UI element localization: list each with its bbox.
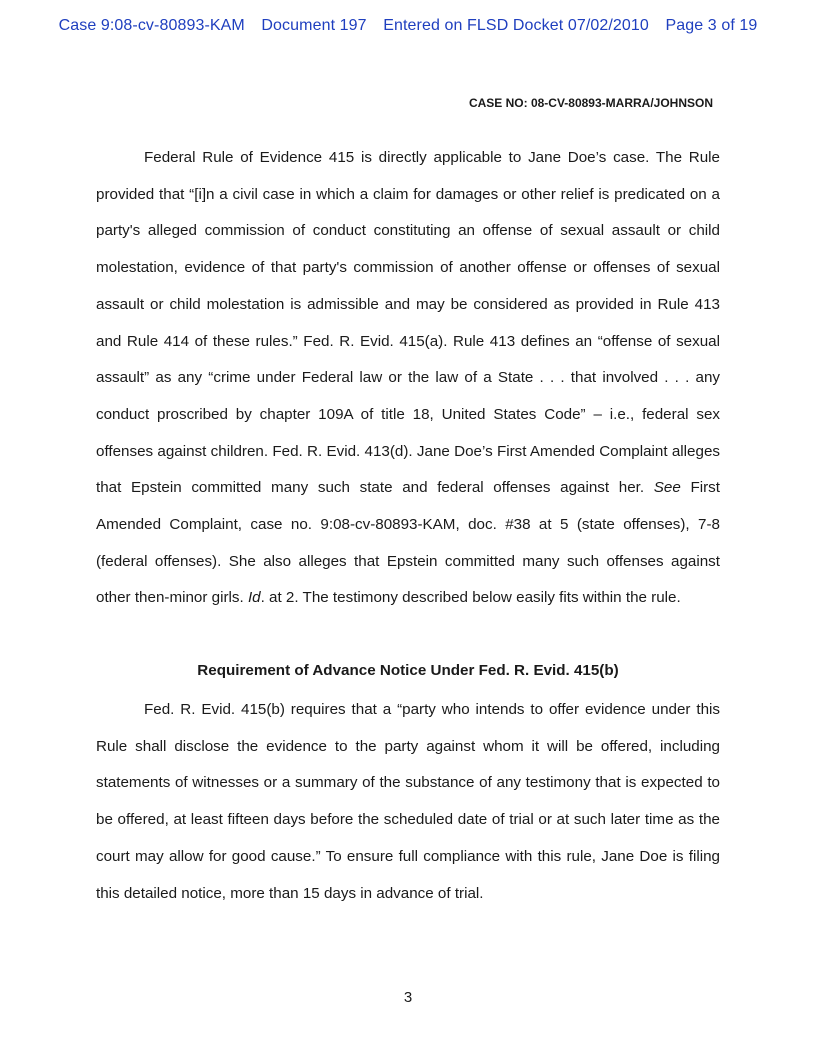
id-signal: Id (247, 589, 261, 607)
docket-page-count: Page 3 of 19 (665, 17, 758, 34)
page-number: 3 (403, 989, 413, 1006)
paragraph-rule-415-text (96, 140, 720, 617)
docket-case-number: Case 9:08-cv-80893-KAM (58, 17, 245, 34)
docket-document-number: Document 197 (261, 17, 367, 34)
paragraph-advance-notice (96, 692, 720, 912)
paragraph-rule-415-part1: Federal Rule of Evidence 415 is directly applicable to Jane Doe’s case. The Rule provided that “[i]n a civil case in which a claim for damages or other relief is predicated on a party's alleged commission of conduct constituting an offense of sexual assault or child molestation, evidence of that party's commission of another offense or offenses of sexual assault or child molestation is admissible and may be considered as provided in Rule 413 and Rule 414 of these rules.” Fed. R. Evid. 415(a). Rule 413 defines an “offense of sexual assault” as any “crime under Federal law or the law of a State . . . that involved . . . any conduct proscribed by chapter 109A of title 18, United States Code” – i.e., federal sex offenses against children. Fed. R. Evid. 413(d). Jane Doe’s First Amended Complaint alleges that Epstein committed many such state and federal offenses against her. (96, 149, 720, 497)
docket-header (0, 17, 816, 35)
paragraph-rule-415-part3: . at 2. The testimony described below easily fits within the rule. (260, 589, 681, 607)
paragraph-rule-415-part2: First Amended Complaint, case no. 9:08-cv-80893-KAM, doc. #38 at 5 (state offenses), 7-8 (federal offenses). She also alleges that Epstein committed many such offenses against other then-minor girls. (96, 479, 720, 607)
paragraph-rule-415 (96, 140, 720, 617)
case-number-caption: CASE NO: 08-CV-80893-MARRA/JOHNSON (468, 96, 713, 110)
paragraph-advance-notice-text: Fed. R. Evid. 415(b) requires that a “party who intends to offer evidence under this Rule shall disclose the evidence to the party against whom it will be offered, including statements of witnesses or a summary of the substance of any testimony that is expected to be offered, at least fifteen days before the scheduled date of trial or at such later time as the court may allow for good cause.” To ensure full compliance with this rule, Jane Doe is filing this detailed notice, more than 15 days in advance of trial. (96, 701, 720, 902)
section-heading: Requirement of Advance Notice Under Fed. R. Evid. 415(b) (197, 662, 619, 679)
see-signal: See (653, 479, 681, 497)
docket-entered-date: Entered on FLSD Docket 07/02/2010 (383, 17, 649, 34)
